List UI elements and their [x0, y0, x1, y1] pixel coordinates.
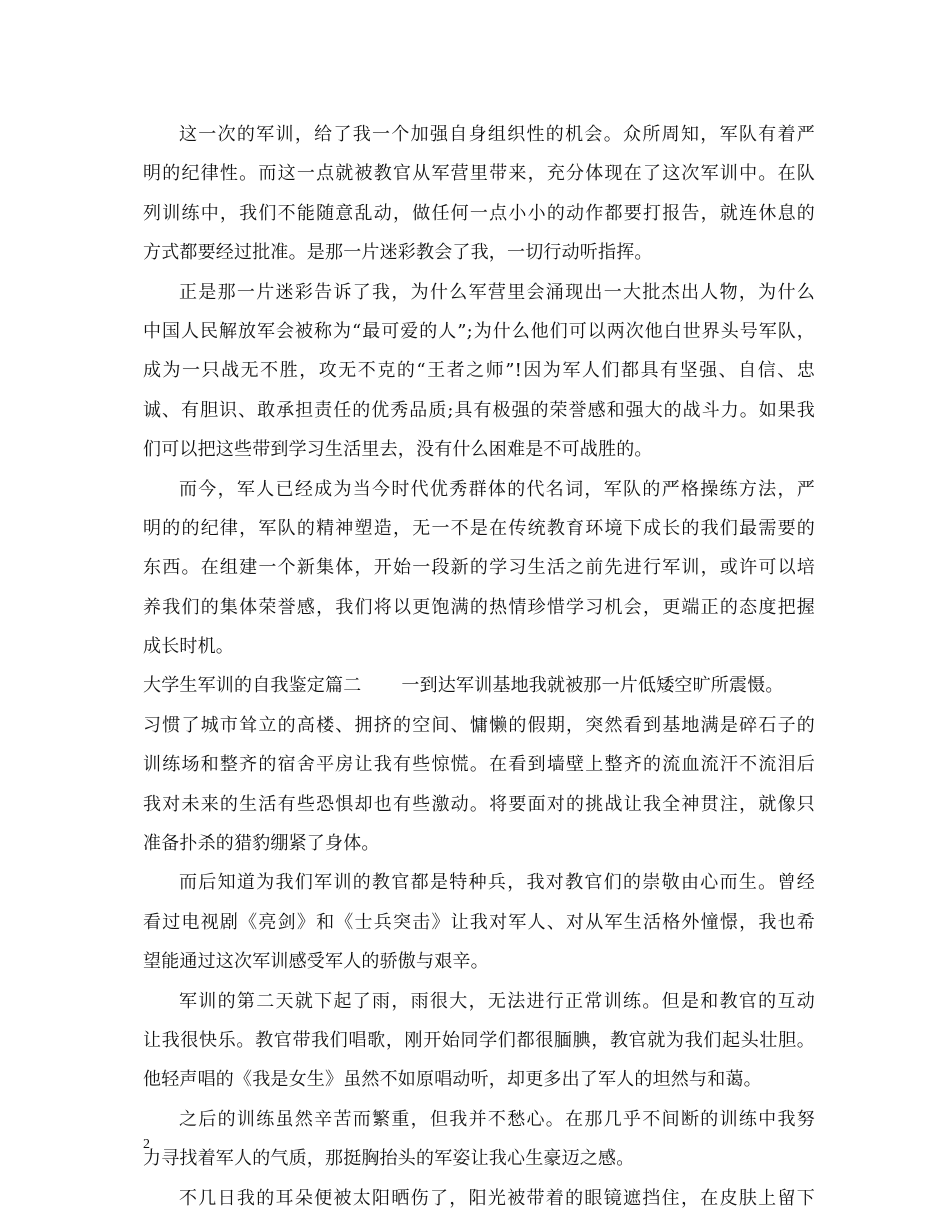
text-line: 望能通过这次军训感受军人的骄傲与艰辛。: [143, 951, 489, 973]
text-line: 力寻找着军人的气质，那挺胸抬头的军姿让我心生豪迈之感。: [143, 1148, 635, 1170]
text-line: 养我们的集体荣誉感，我们将以更饱满的热情珍惜学习机会，更端正的态度把握: [143, 596, 815, 618]
text-line: 列训练中，我们不能随意乱动，做任何一点小小的动作都要打报告，就连休息的: [143, 202, 815, 224]
text-line: 看过电视剧《亮剑》和《士兵突击》让我对军人、对从军生活格外憧憬，我也希: [143, 911, 815, 933]
text-line: 我对未来的生活有些恐惧却也有些激动。将要面对的挑战让我全神贯注，就像只: [143, 793, 815, 815]
text-line: 这一次的军训，给了我一个加强自身组织性的机会。众所周知，军队有着严: [179, 124, 815, 145]
text-line: 不几日我的耳朵便被太阳晒伤了，阳光被带着的眼镜遮挡住，在皮肤上留下: [179, 1187, 815, 1209]
text-line: 成为一只战无不胜，攻无不克的“王者之师”!因为军人们都具有坚强、自信、忠: [143, 360, 815, 382]
text-line: 诚、有胆识、敢承担责任的优秀品质;具有极强的荣誉感和强大的战斗力。如果我: [143, 399, 815, 421]
text-line: 中国人民解放军会被称为“最可爱的人”;为什么他们可以两次他白世界头号军队，: [143, 320, 815, 342]
text-line: 准备扑杀的猎豹绷紧了身体。: [143, 833, 380, 855]
text-line: 们可以把这些带到学习生活里去，没有什么困难是不可战胜的。: [143, 439, 653, 461]
text-line: 习惯了城市耸立的高楼、拥挤的空间、慵懒的假期，突然看到基地满是碎石子的: [143, 714, 815, 736]
text-line: 而今，军人已经成为当今时代优秀群体的代名词，军队的严格操练方法，严: [179, 478, 815, 500]
section-title: 大学生军训的自我鉴定篇二: [143, 675, 362, 697]
text-line: 之后的训练虽然辛苦而繁重，但我并不愁心。在那几乎不间断的训练中我努: [179, 1108, 815, 1130]
text-line: 训练场和整齐的宿舍平房让我有些惊慌。在看到墙壁上整齐的流血流汗不流泪后: [143, 754, 815, 776]
text-line: 明的纪律性。而这一点就被教官从军营里带来，充分体现在了这次军训中。在队: [143, 163, 815, 185]
text-line: 他轻声唱的《我是女生》虽然不如原唱动听，却更多出了军人的坦然与和蔼。: [143, 1069, 762, 1091]
section-heading-line: [143, 666, 815, 705]
text-line: 东西。在组建一个新集体，开始一段新的学习生活之前先进行军训，或许可以培: [143, 557, 815, 579]
text-line: 军训的第二天就下起了雨，雨很大，无法进行正常训练。但是和教官的互动: [179, 990, 815, 1012]
text-line: 方式都要经过批准。是那一片迷彩教会了我，一切行动听指挥。: [143, 242, 653, 264]
section-first-sentence: 一到达军训基地我就被那一片低矮空旷所震慑。: [401, 675, 784, 697]
page-number: 2: [143, 1137, 150, 1152]
text-line: 让我很快乐。教官带我们唱歌，刚开始同学们都很腼腆，教官就为我们起头壮胆。: [143, 1029, 815, 1051]
document-body: [143, 115, 815, 1218]
text-line: 而后知道为我们军训的教官都是特种兵，我对教官们的崇敬由心而生。曾经: [179, 872, 815, 894]
text-line: 明的的纪律，军队的精神塑造，无一不是在传统教育环境下成长的我们最需要的: [143, 517, 815, 539]
text-line: 成长时机。: [143, 636, 234, 658]
text-line: 正是那一片迷彩告诉了我，为什么军营里会涌现出一大批杰出人物，为什么: [179, 281, 815, 303]
